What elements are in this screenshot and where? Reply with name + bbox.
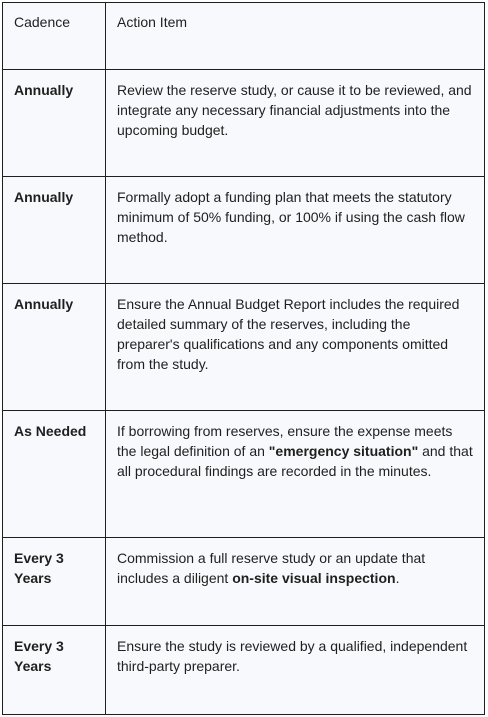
- cadence-cell: [3, 70, 106, 177]
- header-action-label: Action Item: [117, 14, 188, 30]
- action-text-segment: Ensure the Annual Budget Report includes the required detailed summary of the reserves, including the preparer's qualifications and any components omitted from the study.: [117, 296, 460, 372]
- header-cadence: [3, 3, 106, 70]
- cadence-cell: [3, 284, 106, 411]
- cadence-label: Annually: [14, 296, 74, 312]
- action-text-segment: Review the reserve study, or cause it to be reviewed, and integrate any necessary financial adjustments into the upcoming budget.: [117, 82, 472, 138]
- action-text-segment: Ensure the study is reviewed by a qualified, independent third-party preparer.: [117, 638, 468, 674]
- action-text-emphasis: "emergency situation": [268, 443, 419, 459]
- action-text-segment: If borrowing from reserves, ensure the expense meets the legal definition of an: [117, 423, 453, 459]
- action-text: [106, 538, 484, 598]
- cadence-label: Every 3 Years: [14, 638, 64, 674]
- cadence-label: Annually: [14, 82, 74, 98]
- action-text-segment: .: [395, 570, 400, 586]
- action-text-segment: Formally adopt a funding plan that meets the statutory minimum of 50% funding, or 100% if using the cash flow method.: [117, 189, 465, 245]
- cadence-label: Every 3 Years: [14, 550, 64, 586]
- table-row: [3, 538, 485, 626]
- action-text: [106, 626, 484, 686]
- table-row: [3, 70, 485, 177]
- action-cell: [106, 626, 485, 715]
- action-cell: [106, 70, 485, 177]
- action-cell: [106, 538, 485, 626]
- cadence-label: Annually: [14, 189, 74, 205]
- action-text: [106, 284, 484, 384]
- reserve-action-table: [2, 2, 485, 715]
- action-text-segment: Commission a full reserve study or an update that includes a diligent: [117, 550, 426, 586]
- table-row: [3, 626, 485, 715]
- cadence-cell: [3, 538, 106, 626]
- cadence-label: As Needed: [14, 423, 87, 439]
- action-text: [106, 70, 484, 150]
- action-cell: [106, 411, 485, 538]
- action-text-emphasis: on-site visual inspection: [232, 570, 396, 586]
- table-header-row: [3, 3, 485, 70]
- table-row: [3, 411, 485, 538]
- action-cell: [106, 177, 485, 284]
- table-row: [3, 177, 485, 284]
- cadence-cell: [3, 177, 106, 284]
- action-text: [106, 177, 484, 257]
- action-text-segment: and that all procedural findings are recorded in the minutes.: [117, 443, 473, 479]
- header-action-item: [106, 3, 485, 70]
- table-row: [3, 284, 485, 411]
- action-text: [106, 411, 484, 491]
- cadence-cell: [3, 626, 106, 715]
- header-cadence-label: Cadence: [14, 14, 71, 30]
- cadence-cell: [3, 411, 106, 538]
- action-cell: [106, 284, 485, 411]
